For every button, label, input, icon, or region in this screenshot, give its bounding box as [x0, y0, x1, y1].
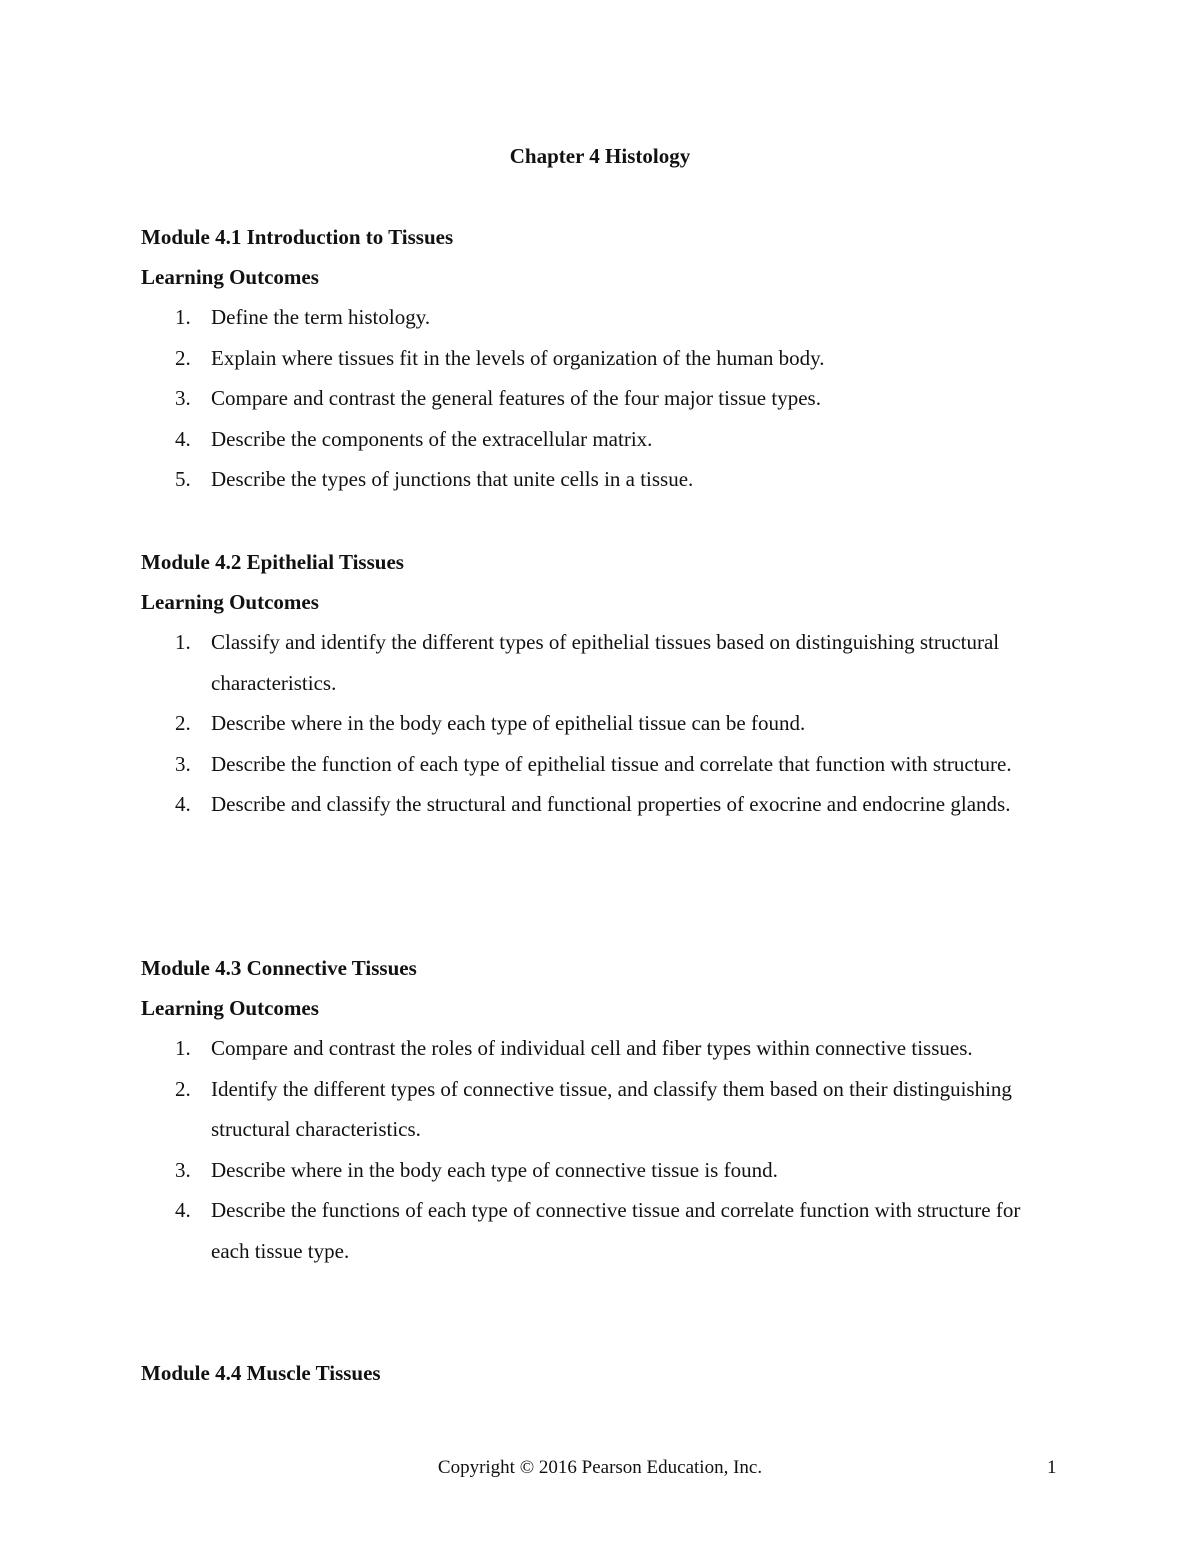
list-number: 3.: [175, 1157, 191, 1182]
list-item: [141, 338, 1061, 379]
list-item-text: Describe and classify the structural and functional properties of exocrine and endocrine glands.: [211, 792, 1011, 816]
module-heading: Module 4.4 Muscle Tissues: [141, 1361, 381, 1385]
list-number: 5.: [175, 467, 191, 491]
list-number: 3.: [175, 751, 191, 776]
page-title: Chapter 4 Histology: [509, 144, 691, 168]
outcomes-list: [141, 622, 1061, 825]
list-item-text: Compare and contrast the roles of individual cell and fiber types within connective tissues.: [211, 1036, 973, 1060]
list-item-text: Describe where in the body each type of connective tissue is found.: [211, 1157, 778, 1182]
list-number: 2.: [175, 711, 191, 735]
list-item: [141, 1150, 1061, 1191]
outcomes-heading: Learning Outcomes: [141, 996, 319, 1020]
outcomes-list: [141, 1028, 1061, 1271]
list-item-text: Describe the function of each type of epithelial tissue and correlate that function with structure.: [211, 751, 1012, 776]
list-item: [141, 297, 1061, 338]
copyright-footer: Copyright © 2016 Pearson Education, Inc.: [437, 1457, 763, 1478]
list-item-text: Explain where tissues fit in the levels of organization of the human body.: [211, 345, 825, 370]
module-section: [141, 948, 1061, 1271]
list-item-text: Describe the types of junctions that unite cells in a tissue.: [211, 467, 694, 491]
module-heading: Module 4.3 Connective Tissues: [141, 956, 417, 980]
module-section: [141, 542, 1061, 825]
list-number: 1.: [175, 1036, 191, 1060]
list-number: 1.: [175, 305, 191, 329]
list-item: [141, 378, 1061, 419]
list-item-text: Identify the different types of connective tissue, and classify them based on their distinguishing structural characteristics.: [211, 1076, 1012, 1141]
list-item-text: Define the term histology.: [211, 305, 431, 329]
outcomes-heading: Learning Outcomes: [141, 265, 319, 289]
list-item-text: Describe the functions of each type of connective tissue and correlate function with structure for each tissue type.: [211, 1198, 1021, 1263]
list-item: [141, 703, 1061, 744]
list-item: [141, 744, 1061, 785]
list-number: 4.: [175, 426, 191, 451]
list-number: 3.: [175, 386, 191, 410]
list-item-text: Classify and identify the different types of epithelial tissues based on distinguishing structural characteristics.: [211, 630, 1000, 695]
list-number: 1.: [175, 630, 191, 654]
list-item: [141, 784, 1061, 825]
list-number: 2.: [175, 1076, 191, 1101]
list-number: 4.: [175, 792, 191, 816]
list-item: [141, 622, 1061, 703]
module-heading: Module 4.1 Introduction to Tissues: [141, 225, 454, 249]
page-number: 1: [1047, 1457, 1057, 1478]
list-item-text: Compare and contrast the general features of the four major tissue types.: [211, 386, 821, 410]
list-item: [141, 1069, 1061, 1150]
module-heading: Module 4.2 Epithelial Tissues: [141, 550, 404, 574]
list-item-text: Describe the components of the extracellular matrix.: [211, 426, 653, 451]
module-section: [141, 217, 1061, 500]
outcomes-heading: Learning Outcomes: [141, 590, 319, 614]
list-item-text: Describe where in the body each type of epithelial tissue can be found.: [211, 711, 806, 735]
list-item: [141, 459, 1061, 500]
list-item: [141, 1028, 1061, 1069]
list-item: [141, 1190, 1061, 1271]
list-item: [141, 419, 1061, 460]
outcomes-list: [141, 297, 1061, 500]
module-section: [141, 1353, 1061, 1393]
list-number: 4.: [175, 1198, 191, 1222]
list-number: 2.: [175, 345, 191, 370]
